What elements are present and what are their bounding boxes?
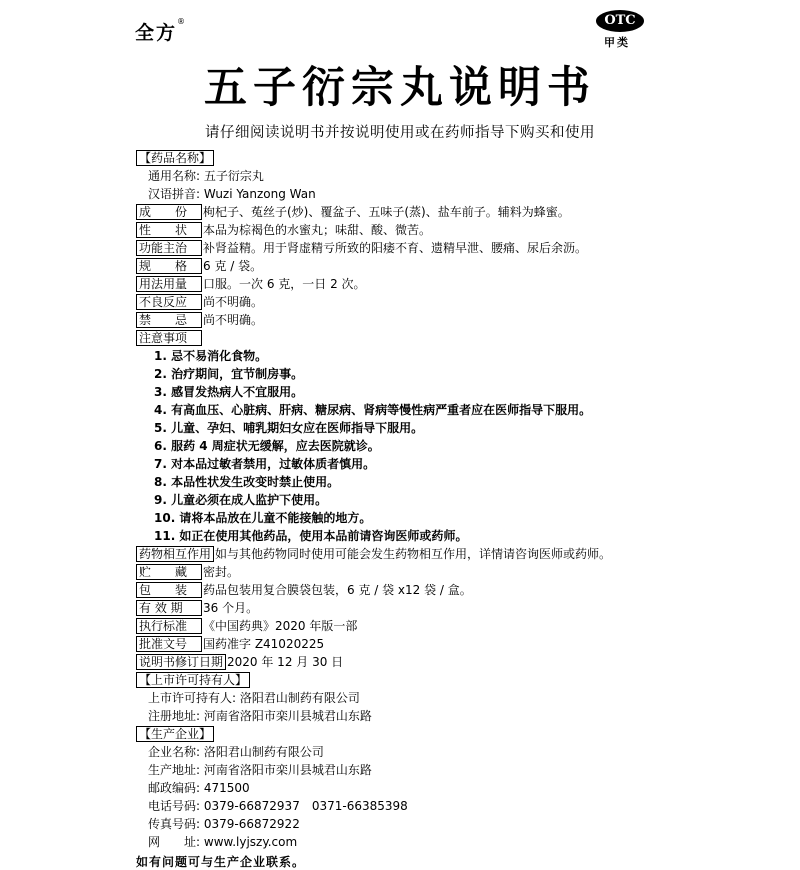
- interactions-row: [136, 546, 611, 562]
- contra-row: [136, 312, 263, 328]
- holder-name-value: 洛阳君山制药有限公司: [239, 691, 360, 705]
- holder-label: 【上市许可持有人】: [136, 672, 250, 688]
- indications-label: 功能主治: [136, 240, 202, 256]
- ingredients-value: 枸杞子、菟丝子(炒)、覆盆子、五味子(蒸)、盐车前子。辅料为蜂蜜。: [203, 205, 570, 219]
- package-row: [136, 582, 472, 598]
- storage-label: 贮 藏: [136, 564, 202, 580]
- adverse-value: 尚不明确。: [203, 295, 264, 309]
- indications-row: [136, 240, 587, 256]
- manufacturer-label: 【生产企业】: [136, 726, 214, 742]
- pinyin-label: 汉语拼音:: [148, 187, 201, 201]
- validity-label: 有 效 期: [136, 600, 202, 616]
- precaution-item: 10. 请将本品放在儿童不能接触的地方。: [154, 511, 372, 525]
- precautions-heading-row: [136, 330, 203, 346]
- common-name-row: [148, 168, 264, 184]
- phone-value: 0379-66872937 0371-66385398: [203, 799, 408, 813]
- brand-logo: 全方: [135, 22, 178, 44]
- fax-value: 0379-66872922: [203, 817, 300, 831]
- ingredients-row: [136, 204, 570, 220]
- postcode-value: 471500: [203, 781, 250, 795]
- phone-label: 电话号码:: [148, 799, 201, 813]
- adverse-label: 不良反应: [136, 294, 202, 310]
- spec-row: [136, 258, 262, 274]
- common-name-label: 通用名称:: [148, 169, 201, 183]
- manufacturer-address-value: 河南省洛阳市栾川县城君山东路: [203, 763, 372, 777]
- holder-name-row: [148, 690, 360, 706]
- common-name-value: 五子衍宗丸: [203, 169, 264, 183]
- phone-row: [148, 798, 408, 814]
- spec-value: 6 克 / 袋。: [203, 259, 263, 273]
- usage-label: 用法用量: [136, 276, 202, 292]
- manufacturer-address-row: [148, 762, 372, 778]
- usage-row: [136, 276, 366, 292]
- properties-label: 性 状: [136, 222, 202, 238]
- fax-label: 传真号码:: [148, 817, 201, 831]
- fax-row: [148, 816, 300, 832]
- contact-footer: 如有问题可与生产企业联系。: [136, 855, 306, 869]
- interactions-value: 如与其他药物同时使用可能会发生药物相互作用，详情请咨询医师或药师。: [215, 547, 612, 561]
- approval-value: 国药准字 Z41020225: [203, 637, 325, 651]
- storage-row: [136, 564, 239, 580]
- validity-row: [136, 600, 258, 616]
- manufacturer-name-value: 洛阳君山制药有限公司: [203, 745, 324, 759]
- manufacturer-name-row: [148, 744, 324, 760]
- manufacturer-address-label: 生产地址:: [148, 763, 201, 777]
- precaution-item: 8. 本品性状发生改变时禁止使用。: [154, 475, 340, 489]
- usage-value: 口服。一次 6 克，一日 2 次。: [203, 277, 366, 291]
- registered-mark: ®: [177, 17, 185, 26]
- package-value: 药品包装用复合膜袋包装，6 克 / 袋 x12 袋 / 盒。: [203, 583, 472, 597]
- website-label: 网 址:: [148, 835, 201, 849]
- precautions-label: 注意事项: [136, 330, 202, 346]
- precaution-item: 9. 儿童必须在成人监护下使用。: [154, 493, 328, 507]
- standard-label: 执行标准: [136, 618, 202, 634]
- ingredients-label: 成 份: [136, 204, 202, 220]
- holder-name-label: 上市许可持有人:: [148, 691, 237, 705]
- contra-value: 尚不明确。: [203, 313, 264, 327]
- document-title: 五子衍宗丸说明书: [204, 63, 596, 113]
- interactions-label: 药物相互作用: [136, 546, 214, 562]
- standard-row: [136, 618, 357, 634]
- revision-label: 说明书修订日期: [136, 654, 226, 670]
- standard-value: 《中国药典》2020 年版一部: [203, 619, 358, 633]
- holder-address-value: 河南省洛阳市栾川县城君山东路: [203, 709, 372, 723]
- pinyin-row: [148, 186, 316, 202]
- holder-heading-row: [136, 672, 251, 688]
- otc-badge: OTC: [596, 10, 644, 32]
- approval-label: 批准文号: [136, 636, 202, 652]
- section-label: 【药品名称】: [136, 150, 214, 166]
- precaution-item: 2. 治疗期间，宜节制房事。: [154, 367, 304, 381]
- adverse-row: [136, 294, 263, 310]
- precaution-item: 5. 儿童、孕妇、哺乳期妇女应在医师指导下服用。: [154, 421, 424, 435]
- precaution-item: 11. 如正在使用其他药品，使用本品前请咨询医师或药师。: [154, 529, 468, 543]
- approval-row: [136, 636, 324, 652]
- pinyin-value: Wuzi Yanzong Wan: [203, 187, 316, 201]
- contra-label: 禁 忌: [136, 312, 202, 328]
- package-label: 包 装: [136, 582, 202, 598]
- precaution-item: 1. 忌不易消化食物。: [154, 349, 268, 363]
- website-value: www.lyjszy.com: [203, 835, 298, 849]
- manufacturer-heading-row: [136, 726, 215, 742]
- website-row: [148, 834, 297, 850]
- document-subtitle: 请仔细阅读说明书并按说明使用或在药师指导下购买和使用: [205, 125, 595, 141]
- precaution-item: 4. 有高血压、心脏病、肝病、糖尿病、肾病等慢性病严重者应在医师指导下服用。: [154, 403, 592, 417]
- storage-value: 密封。: [203, 565, 240, 579]
- spec-label: 规 格: [136, 258, 202, 274]
- manufacturer-name-label: 企业名称:: [148, 745, 201, 759]
- postcode-label: 邮政编码:: [148, 781, 201, 795]
- properties-value: 本品为棕褐色的水蜜丸；味甜、酸、微苦。: [203, 223, 432, 237]
- indications-value: 补肾益精。用于肾虚精亏所致的阳痿不育、遗精早泄、腰痛、尿后余沥。: [203, 241, 588, 255]
- precaution-item: 6. 服药 4 周症状无缓解，应去医院就诊。: [154, 439, 380, 453]
- otc-class-label: 甲类: [604, 36, 630, 49]
- postcode-row: [148, 780, 250, 796]
- validity-value: 36 个月。: [203, 601, 259, 615]
- holder-address-row: [148, 708, 372, 724]
- holder-address-label: 注册地址:: [148, 709, 201, 723]
- section-drug-name-heading: [136, 150, 215, 166]
- properties-row: [136, 222, 431, 238]
- revision-value: 2020 年 12 月 30 日: [227, 655, 344, 669]
- precaution-item: 7. 对本品过敏者禁用，过敏体质者慎用。: [154, 457, 376, 471]
- revision-row: [136, 654, 343, 670]
- precaution-item: 3. 感冒发热病人不宜服用。: [154, 385, 304, 399]
